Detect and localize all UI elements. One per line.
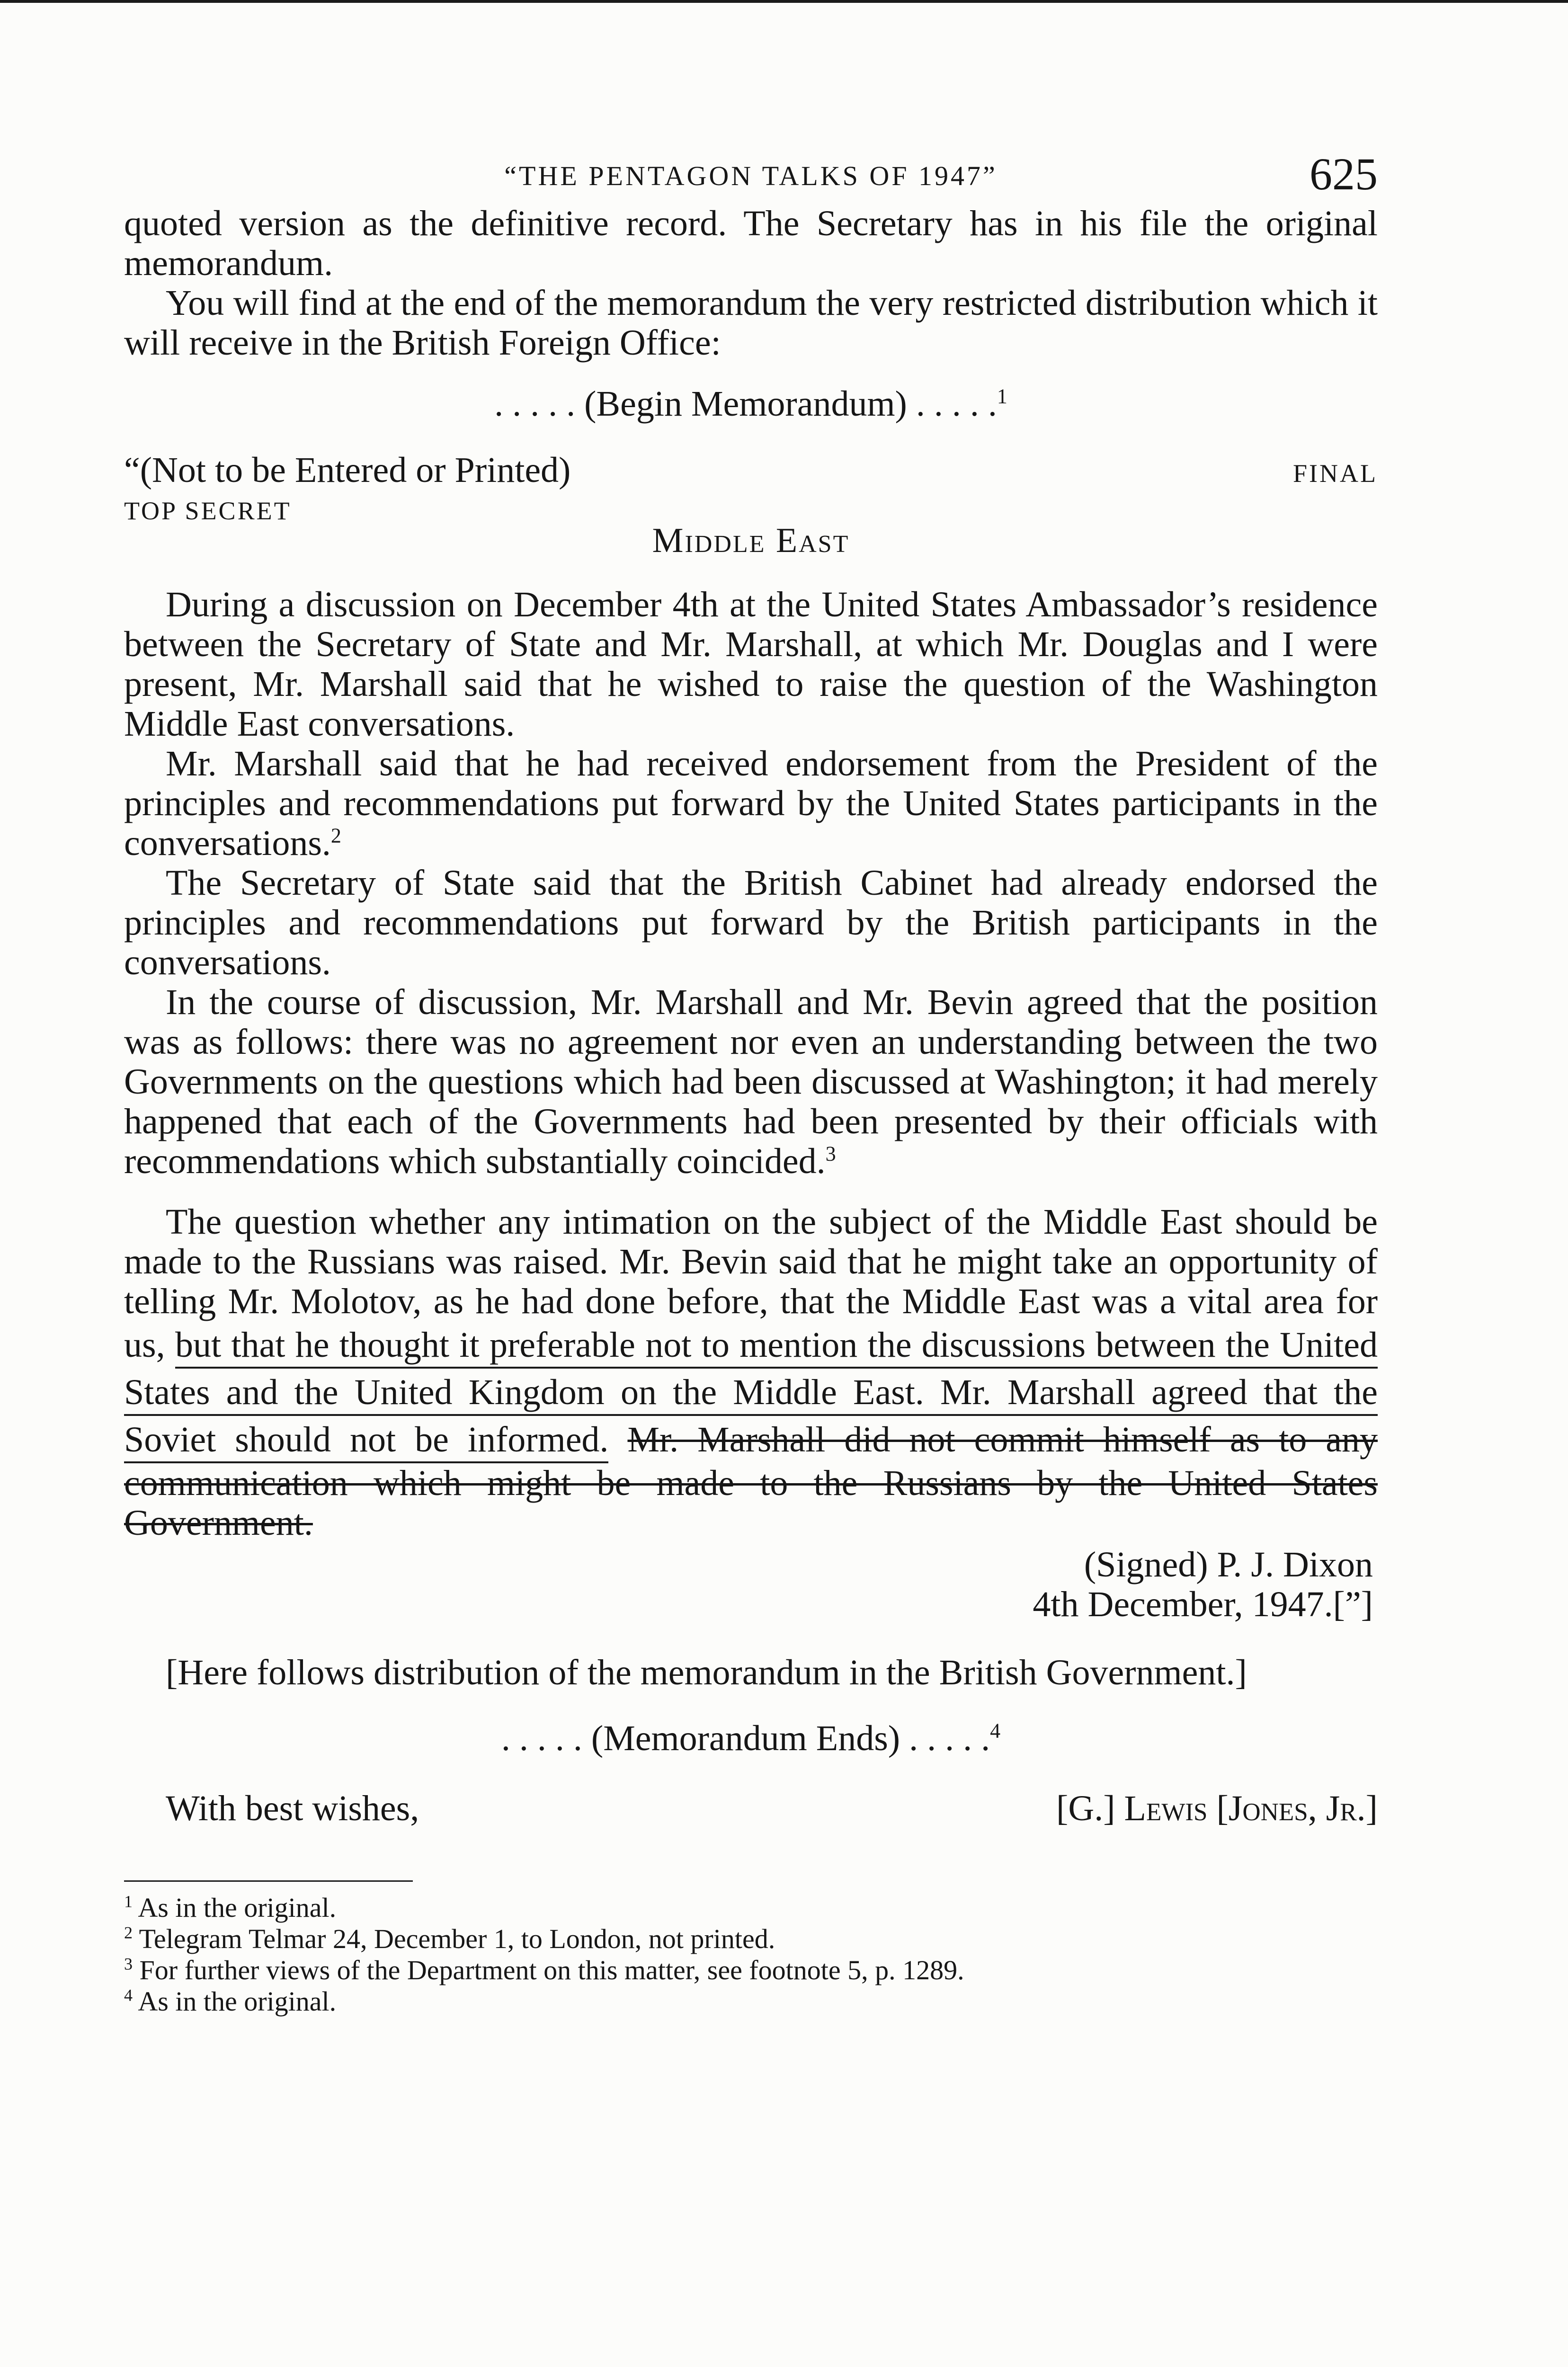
end-memorandum-text: . . . . . (Memorandum Ends) . . . . . [501,1718,990,1758]
closing-salutation: With best wishes, [166,1789,419,1828]
final-label: FINAL [1293,459,1378,488]
memo-paragraph-4-text: In the course of discussion, Mr. Marshall and Mr. Bevin agreed that the position was as follows: there was no agreement nor even an understanding between the two Governments on the questions which had been discussed at Washington; it had merely happened that each of the Governments had been presented by their officials with recommendations which substantially coincided. [124,982,1378,1181]
memo-paragraph-4 [124,982,1378,1181]
footnote-mark: 3 [124,1954,133,1974]
begin-memorandum-text: . . . . . (Begin Memorandum) . . . . . [494,384,997,424]
memo-paragraph-1: During a discussion on December 4th at the United States Ambassador’s residence between the Secretary of State and Mr. Marshall, at which Mr. Douglas and I were present, Mr. Marshall said that he wished to raise the question of the Washington Middle East conversations. [124,585,1378,744]
footnote-ref-1: 1 [997,384,1007,408]
signed-date: 4th December, 1947.[”] [1033,1584,1373,1624]
footnote-mark: 2 [124,1923,133,1942]
intro-paragraph-distribution: You will find at the end of the memorandum the very restricted distribution which it will receive in the British Foreign Office: [124,283,1378,363]
memo-paragraph-5 [124,1202,1378,1543]
memo-paragraph-3: The Secretary of State said that the British Cabinet had already endorsed the principles and recommendations put forward by the British participants in the conversations. [124,863,1378,982]
running-title: “THE PENTAGON TALKS OF 1947” [504,160,998,191]
signed-name: (Signed) P. J. Dixon [1084,1545,1373,1584]
memo-header-line [124,450,1378,493]
footnote-text: As in the original. [138,1986,337,2017]
closing-signer: [G.] Lewis [Jones, Jr.] [1056,1789,1378,1828]
memo-title: Middle East [652,521,850,560]
top-edge-rule [0,0,1568,3]
page-header [124,147,1378,204]
footnote-1 [124,1892,1378,1923]
footnote-ref-3: 3 [825,1142,836,1166]
footnote-mark: 4 [124,1985,133,2005]
footnote-text: For further views of the Department on this matter, see footnote 5, p. 1289. [139,1955,964,1985]
memo-paragraph-2 [124,744,1378,863]
footnote-rule [124,1880,413,1882]
underlined-passage: but that he thought it preferable not to mention the discussions between the United States and the United Kingdom on the Middle East. Mr. Marshall agreed that the Soviet should not be informed. [124,1325,1378,1463]
document-page [124,147,1378,2017]
distribution-note: [Here follows distribution of the memorandum in the British Government.] [166,1653,1247,1692]
footnote-text: Telegram Telmar 24, December 1, to London, not printed. [139,1923,775,1954]
struck-through-passage: Mr. Marshall did not commit himself as to any communication which might be made to the Russians by the United States Government. [124,1420,1378,1543]
footnote-ref-4: 4 [990,1719,1001,1743]
begin-memorandum-marker [124,383,1378,425]
memo-paragraph-2-text: Mr. Marshall said that he had received endorsement from the President of the principles and recommendations put forward by the United States participants in the conversations. [124,744,1378,863]
footnote-ref-2: 2 [330,824,341,847]
memo-paragraph-5-text: The question whether any intimation on the subject of the Middle East should be made to the Russians was raised. Mr. Bevin said that he might take an opportunity of telling Mr. Molotov, as he had done before, that the Middle East was a vital area for us, [124,1202,1378,1365]
end-memorandum-marker [124,1718,1378,1759]
footnote-mark: 1 [124,1892,133,1911]
footnote-4 [124,1986,1378,2017]
footnotes [124,1892,1378,2017]
closing-line [124,1789,1378,1828]
not-entered-note: “(Not to be Entered or Printed) [124,450,571,490]
footnote-3 [124,1955,1378,1986]
classification-label: TOP SECRET [124,497,292,525]
footnote-text: As in the original. [138,1892,337,1923]
page-number: 625 [1310,149,1378,199]
footnote-2 [124,1923,1378,1955]
intro-paragraph-continued: quoted version as the definitive record. The Secretary has in his file the original memorandum. [124,204,1378,283]
memo-signature [124,1545,1378,1624]
